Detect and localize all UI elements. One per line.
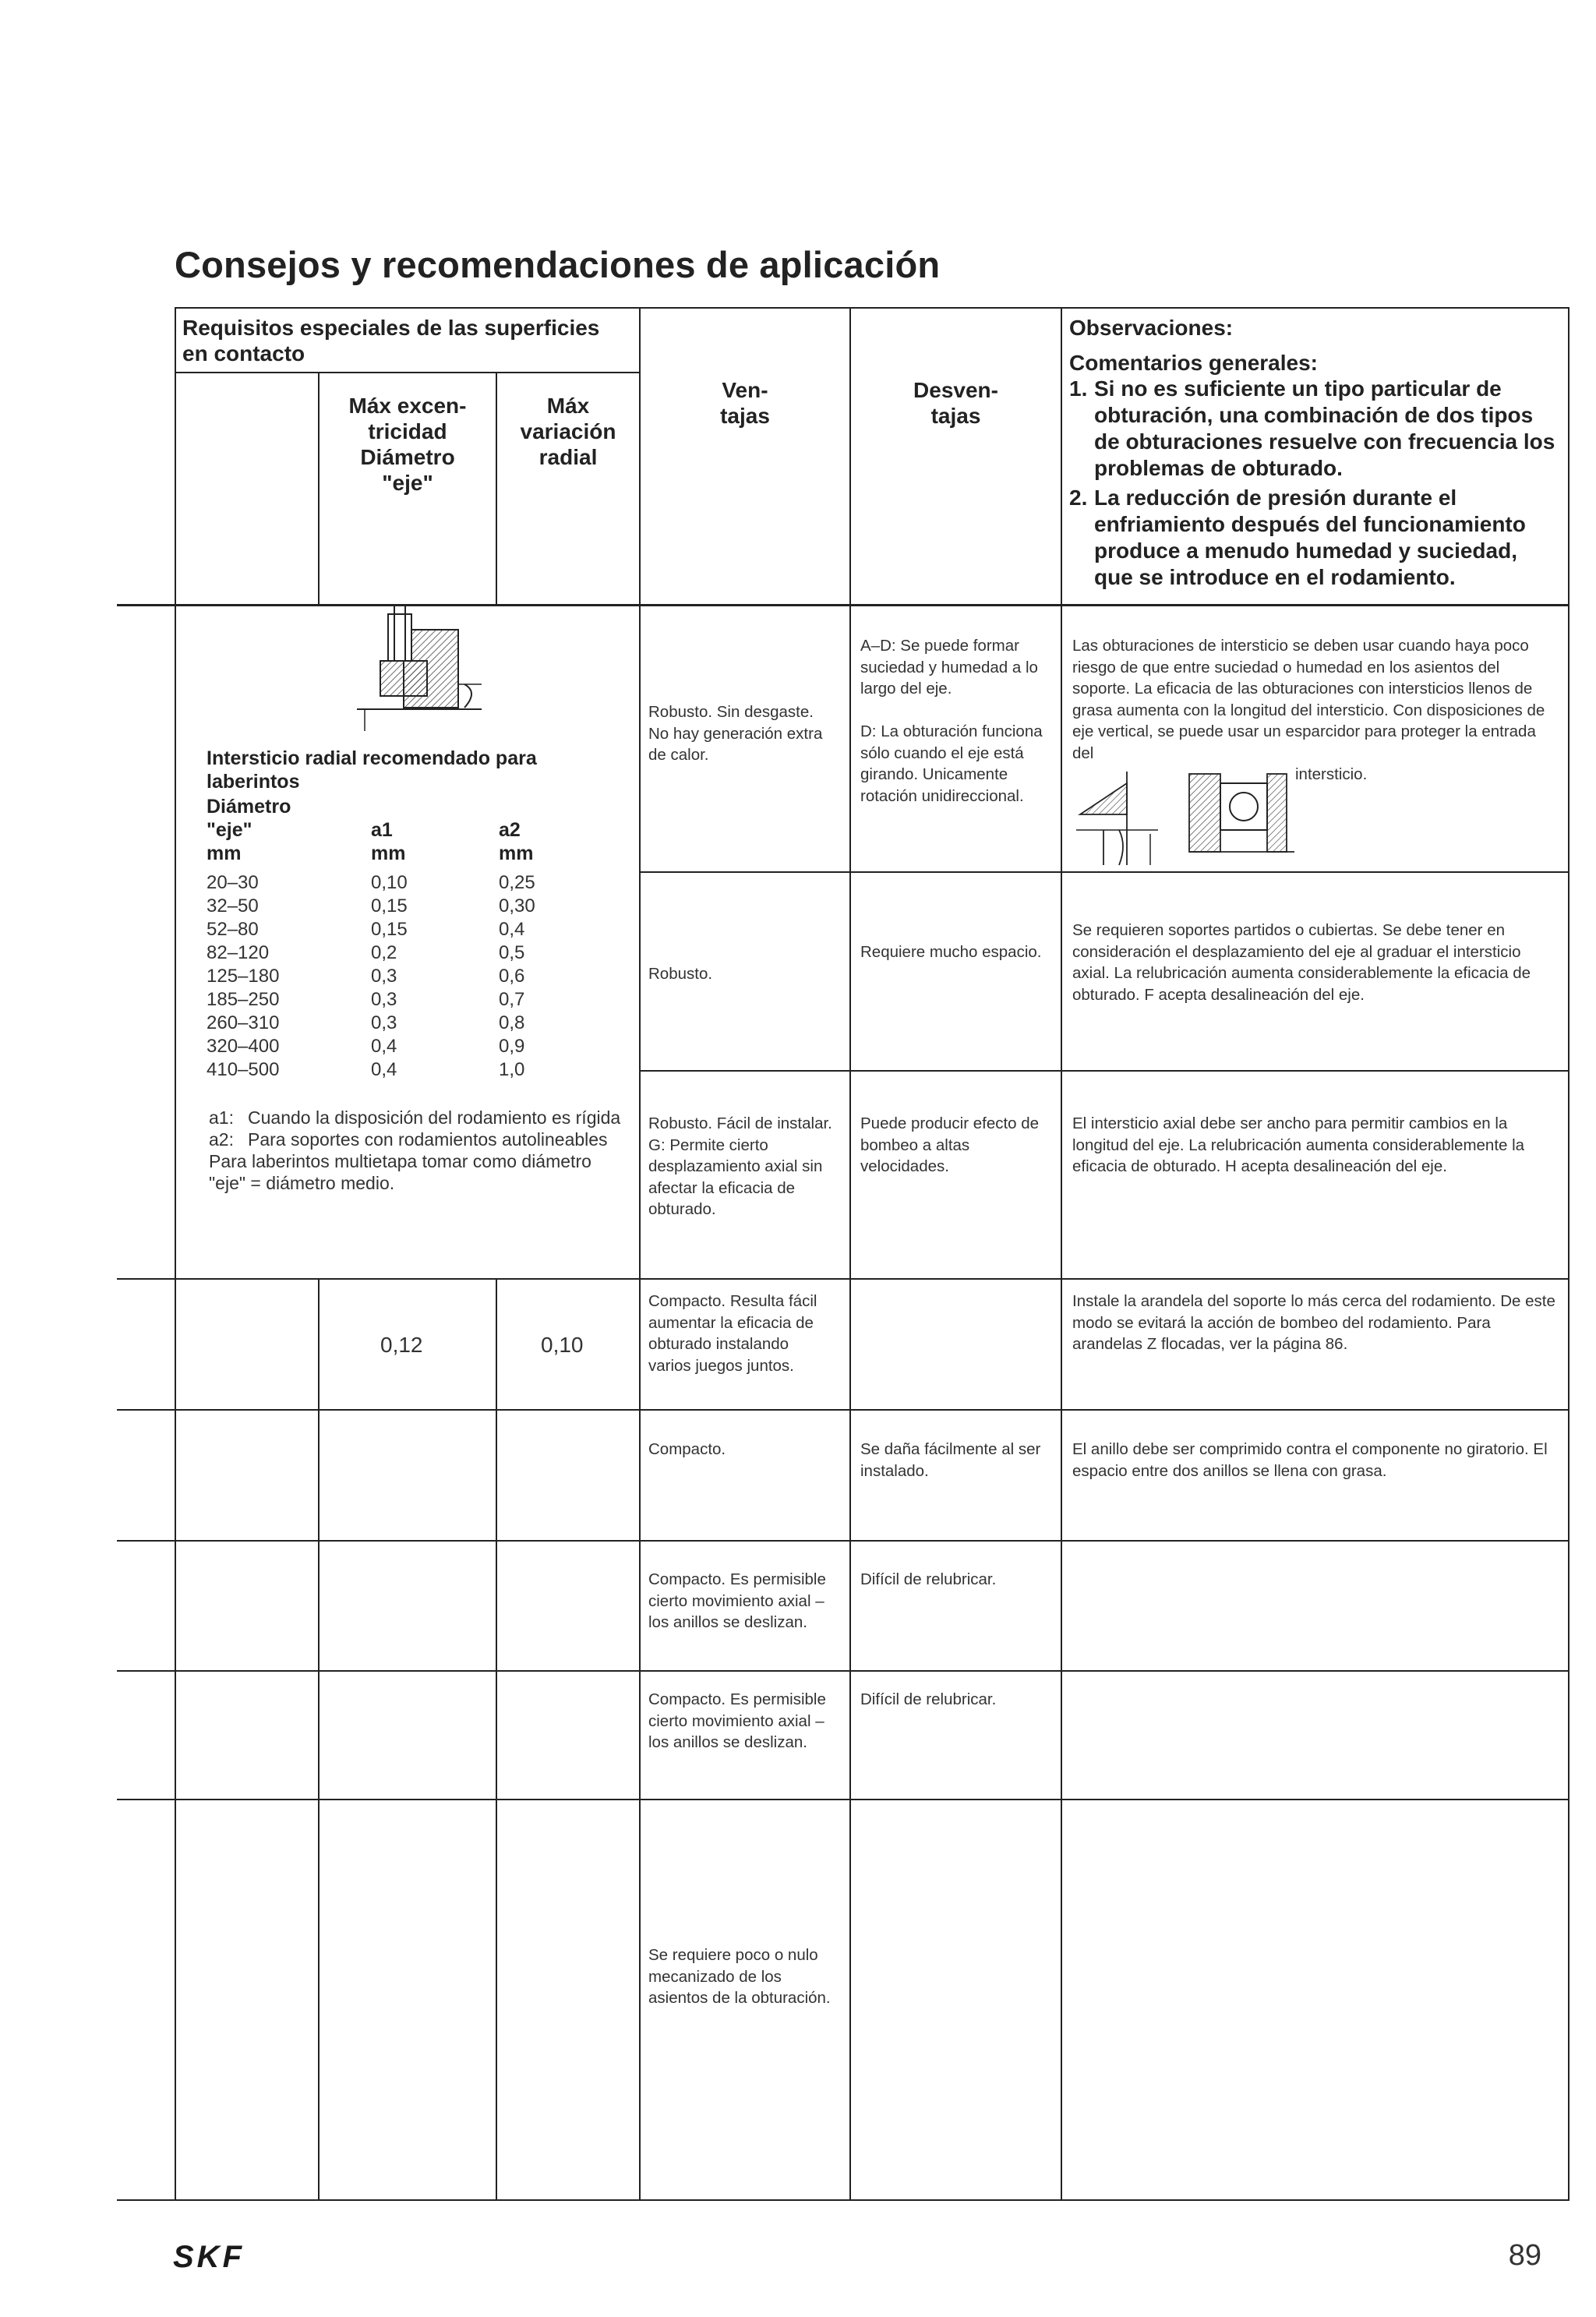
requirements-header: Requisitos especiales de las superficies en contacto <box>182 316 600 366</box>
gap-row-a1: 0,3 <box>371 966 397 987</box>
row1-observations: Las obturaciones de intersticio se deben usar cuando haya poco riesgo de que entre suciedad o humedad en los asientos del soporte. La eficacia de las obturaciones con intersticios llenos de grasa aumenta con la longitud del intersticio. Con disposiciones de eje vertical, se puede usar un esparcidor para proteger la entrada del <box>1072 637 1545 762</box>
gap-row-a1: 0,2 <box>371 942 397 963</box>
gap-row-a2: 0,8 <box>499 1012 525 1033</box>
skf-logo <box>173 2241 290 2272</box>
gap-row-a2: 0,9 <box>499 1036 525 1057</box>
observations-header: Observaciones: Comentarios generales: 1. Si no es suficiente un tipo particular de obturación, una combinación de dos tipos de obturaciones resuelve con frecuencia los problemas de obturado. 2. La reducción de presión durante el enfriamiento después del funcionamiento produce a menudo humedad y suciedad, que se introduce en el rodamiento. <box>1069 315 1560 591</box>
gap-row-a1: 0,3 <box>371 989 397 1010</box>
row4-radial-variation: 0,10 <box>541 1333 584 1357</box>
row8-advantages: Se requiere poco o nulo mecanizado de los asientos de la obturación. <box>648 1946 831 2007</box>
gap-row-a1: 0,3 <box>371 1012 397 1033</box>
gap-col-a1: a1 mm <box>371 819 406 864</box>
labyrinth-seal-drawing <box>334 606 489 739</box>
row1-advantages: Robusto. Sin desgaste. No hay generación extra de calor. <box>648 703 823 764</box>
gap-table-title: Intersticio radial recomendado para laberintos <box>207 747 537 793</box>
row1-observations-tail: intersticio. <box>1295 765 1368 783</box>
gap-row-a2: 1,0 <box>499 1059 525 1080</box>
row2-disadvantages: Requiere mucho espacio. <box>860 943 1042 961</box>
gap-row-a2: 0,7 <box>499 989 525 1010</box>
gap-row-a1: 0,15 <box>371 919 408 940</box>
gap-row-d: 260–310 <box>207 1012 280 1033</box>
note-a1: Cuando la disposición del rodamiento es rígida <box>248 1107 621 1128</box>
row7-disadvantages: Difícil de relubricar. <box>860 1690 997 1708</box>
gap-row-a1: 0,4 <box>371 1059 397 1080</box>
spreader-drawings <box>1072 768 1298 869</box>
gap-table-notes: a1: Cuando la disposición del rodamiento es rígida a2: Para soportes con rodamientos autolineables Para laberintos multietapa tomar como diámetro "eje" = diámetro medio. <box>209 1107 621 1193</box>
general-comment-2: 2. La reducción de presión durante el enfriamiento después del funcionamiento produce a menudo humedad y suciedad, que se introduce en el rodamiento. <box>1069 485 1560 591</box>
gap-row-a1: 0,4 <box>371 1036 397 1057</box>
page-number: 89 <box>1508 2239 1541 2272</box>
svg-text:SKF: SKF <box>173 2241 245 2272</box>
gap-row-a1: 0,10 <box>371 872 408 893</box>
row7-advantages: Compacto. Es permisible cierto movimiento axial – los anillos se deslizan. <box>648 1690 826 1751</box>
general-comment-1-text: Si no es suficiente un tipo particular de obturación, una combinación de dos tipos de obturaciones resuelve con frecuencia los problemas de obturado. <box>1094 376 1555 480</box>
general-comment-1: 1. Si no es suficiente un tipo particular de obturación, una combinación de dos tipos de obturaciones resuelve con frecuencia los problemas de obturado. <box>1069 376 1560 482</box>
row5-observations: El anillo debe ser comprimido contra el componente no giratorio. El espacio entre dos anillos se llena con grasa. <box>1072 1440 1548 1480</box>
gap-row-a2: 0,6 <box>499 966 525 987</box>
row4-observations: Instale la arandela del soporte lo más cerca del rodamiento. De este modo se evitará la acción de bombeo del rodamiento. Para arandelas Z flocadas, ver la página 86. <box>1072 1292 1555 1353</box>
max-eccentricity-header: Máx excen- tricidad Diámetro "eje" <box>348 394 467 495</box>
gap-row-a2: 0,25 <box>499 872 535 893</box>
gap-row-a2: 0,5 <box>499 942 525 963</box>
general-comment-2-text: La reducción de presión durante el enfriamiento después del funcionamiento produce a menudo humedad y suciedad, que se introduce en el rodamiento. <box>1094 486 1526 589</box>
gap-row-a2: 0,4 <box>499 919 525 940</box>
row3-disadvantages: Puede producir efecto de bombeo a altas velocidades. <box>860 1114 1040 1175</box>
gap-row-a2: 0,30 <box>499 895 535 917</box>
row2-advantages: Robusto. <box>648 965 713 983</box>
gap-row-d: 20–30 <box>207 872 259 893</box>
gap-row-a1: 0,15 <box>371 895 408 917</box>
gap-row-d: 185–250 <box>207 989 280 1010</box>
gap-col-shaft: Diámetro "eje" mm <box>207 796 291 864</box>
note-a2: Para soportes con rodamientos autolineables <box>248 1129 608 1150</box>
gap-row-d: 52–80 <box>207 919 259 940</box>
row3-advantages: Robusto. Fácil de instalar. G: Permite cierto desplazamiento axial sin afectar la eficacia de obturado. <box>648 1114 832 1218</box>
row2-observations: Se requieren soportes partidos o cubiertas. Se debe tener en consideración el desplazamiento del eje al graduar el intersticio axial. La relubricación aumenta considerablemente la eficacia de obturado. F acepta desalineación del eje. <box>1072 921 1531 1004</box>
gap-col-a2: a2 mm <box>499 819 534 864</box>
row4-eccentricity: 0,12 <box>380 1333 423 1357</box>
row5-advantages: Compacto. <box>648 1440 726 1458</box>
advantages-header: Ven- tajas <box>720 378 770 428</box>
disadvantages-header: Desven- tajas <box>913 378 998 428</box>
row3-observations: El intersticio axial debe ser ancho para permitir cambios en la longitud del eje. La relubricación aumenta considerablemente la eficacia de obturado. H acepta desalineación del eje. <box>1072 1114 1525 1175</box>
row6-disadvantages: Difícil de relubricar. <box>860 1570 997 1588</box>
page-title: Consejos y recomendaciones de aplicación <box>175 244 941 285</box>
gap-row-d: 125–180 <box>207 966 280 987</box>
gap-row-d: 410–500 <box>207 1059 280 1080</box>
row6-advantages: Compacto. Es permisible cierto movimiento axial – los anillos se deslizan. <box>648 1570 826 1631</box>
max-radial-variation-header: Máx variación radial <box>520 394 616 469</box>
gap-row-d: 82–120 <box>207 942 270 963</box>
gap-row-d: 320–400 <box>207 1036 280 1057</box>
row4-advantages: Compacto. Resulta fácil aumentar la eficacia de obturado instalando varios juegos juntos. <box>648 1292 817 1375</box>
note-multistage: Para laberintos multietapa tomar como diámetro "eje" = diámetro medio. <box>209 1151 591 1193</box>
row5-disadvantages: Se daña fácilmente al ser instalado. <box>860 1440 1041 1480</box>
row1-disadvantages: A–D: Se puede formar suciedad y humedad a lo largo del eje. D: La obturación funciona sólo cuando el eje está girando. Unicamente rotación unidireccional. <box>860 637 1043 805</box>
gap-row-d: 32–50 <box>207 895 259 917</box>
